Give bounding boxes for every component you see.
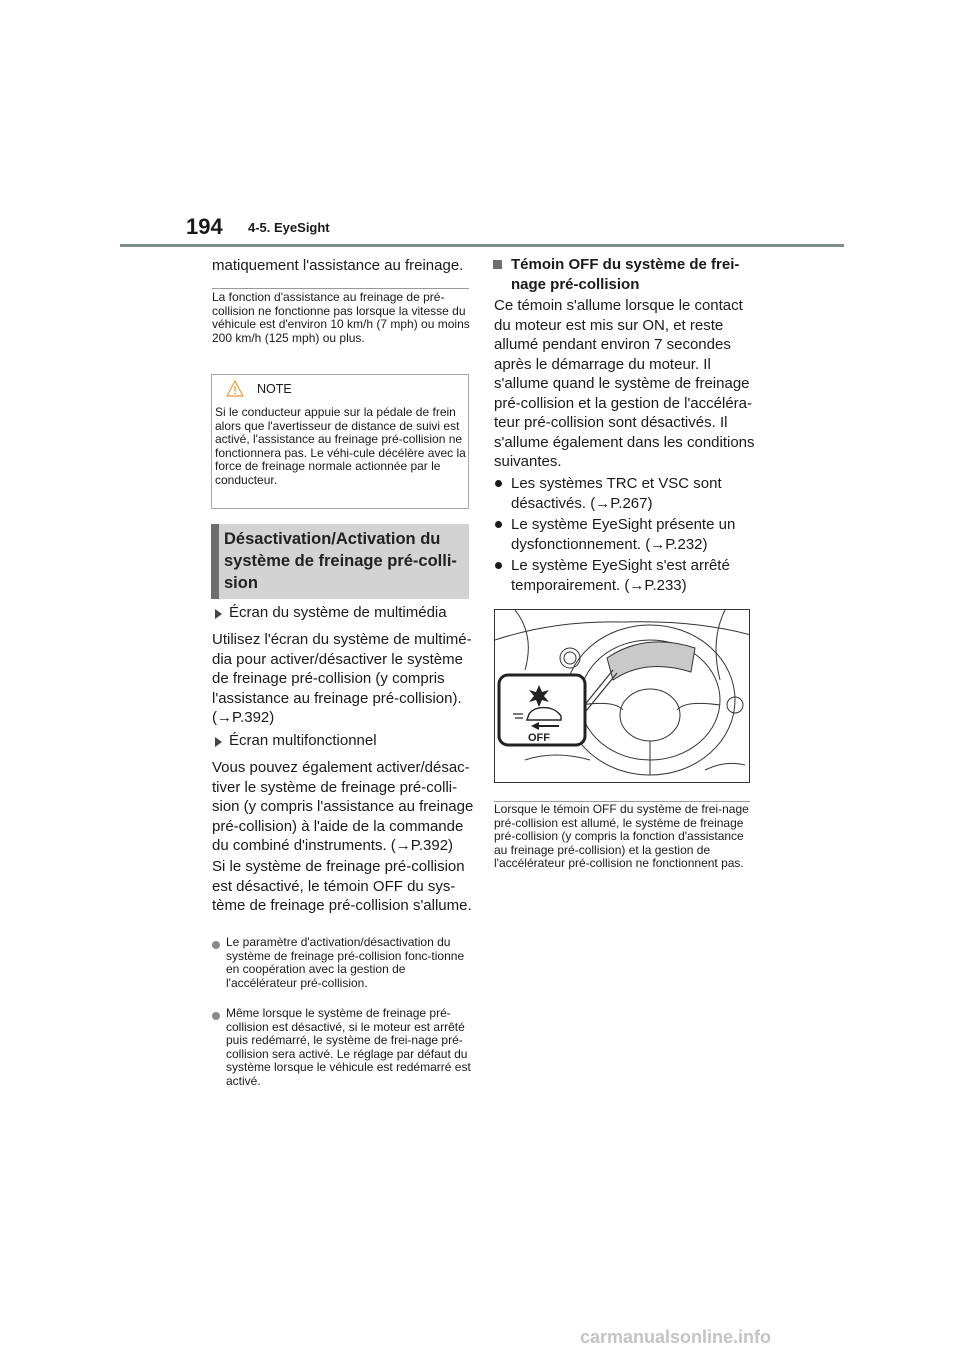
list-item: Les systèmes TRC et VSC sont désactivés. (→P.267) <box>511 475 722 512</box>
watermark: carmanualsonline.info <box>580 1327 772 1347</box>
off-label: OFF <box>528 732 550 744</box>
header-rule <box>120 244 844 247</box>
section-heading: Désactivation/Activation du système de freinage pré-colli-sion <box>224 530 457 592</box>
speed-note: La fonction d'assistance au freinage de pré-collision ne fonctionne pas lorsque la vitesse du véhicule est d'environ 10 km/h (7 mph) ou moins 200 km/h (125 mph) ou plus. <box>212 290 470 345</box>
list-item: Même lorsque le système de freinage pré-collision est désactivé, si le moteur est arrêté puis redémarré, le système de frei-nage pré-collision sera activé. Le réglage par défaut du système lorsque le véhicule est redémarré est activé. <box>226 1006 471 1088</box>
illustration-caption: Lorsque le témoin OFF du système de frei-nage pré-collision est allumé, le système de freinage pré-collision (y compris la fonction d'assistance au freinage pré-collision) et la gestion de l'accélérateur pré-collision ne fonctionnent pas. <box>494 802 749 871</box>
dashboard-illustration <box>494 609 750 783</box>
list-item: Le paramètre d'activation/désactivation du système de freinage pré-collision fonc-tionne en coopération avec la gestion de l'accélérateur pré-collision. <box>226 935 465 990</box>
paragraph-multifunction: Vous pouvez également activer/désac-tiver le système de freinage pré-colli-sion (y compris l'assistance au freinage pré-collision) à l'aide de la commande du combiné d'instruments. (→P.392) <box>212 759 474 854</box>
paragraph-multimedia: Utilisez l'écran du système de multimé-dia pour activer/désactiver le système de freinage pré-collision (y compris l'assistance au freinage pré-collision). (→P.392) <box>212 631 472 726</box>
subheading-multimedia: Écran du système de multimédia <box>229 604 447 621</box>
triangle-bullet-icon <box>215 609 222 619</box>
indicator-heading: Témoin OFF du système de frei-nage pré-collision <box>511 256 740 293</box>
subheading-multifunction: Écran multifonctionnel <box>229 732 377 749</box>
paragraph-off-indicator: Si le système de freinage pré-collision est désactivé, le témoin OFF du sys-tème de freinage pré-collision s'allume. <box>212 858 472 914</box>
bullet-dot-icon <box>495 480 502 487</box>
bullet-dot-icon <box>495 562 502 569</box>
note-title: NOTE <box>257 382 292 396</box>
triangle-bullet-icon <box>215 737 222 747</box>
section-heading-bar <box>211 524 219 599</box>
bullet-dot-icon <box>212 1012 220 1020</box>
warning-triangle-icon <box>226 380 244 398</box>
section-title: 4-5. EyeSight <box>248 220 330 235</box>
bullet-dot-icon <box>212 941 220 949</box>
list-item: Le système EyeSight s'est arrêté temporairement. (→P.233) <box>511 557 730 594</box>
dashboard-drawing <box>495 610 750 783</box>
bullet-dot-icon <box>495 521 502 528</box>
indicator-paragraph: Ce témoin s'allume lorsque le contact du moteur est mis sur ON, et reste allumé pendant environ 7 secondes après le démarrage du moteur. Il s'allume quand le système de freinage pré-collision et la gestion de l'accéléra-teur pré-collision sont désactivés. Il s'allume également dans les conditions suivantes. <box>494 297 755 470</box>
note-text: Si le conducteur appuie sur la pédale de frein alors que l'avertisseur de distance de suivi est activé, l'assistance au freinage pré-collision ne fonctionnera pas. Le véhi-cule décélère avec la force de freinage normale actionnée par le conducteur. <box>215 405 466 487</box>
intro-line: matiquement l'assistance au freinage. <box>212 257 464 274</box>
divider <box>212 288 469 289</box>
page-number: 194 <box>186 214 223 239</box>
list-item: Le système EyeSight présente un dysfonctionnement. (→P.232) <box>511 516 736 553</box>
square-bullet-icon <box>493 260 502 269</box>
